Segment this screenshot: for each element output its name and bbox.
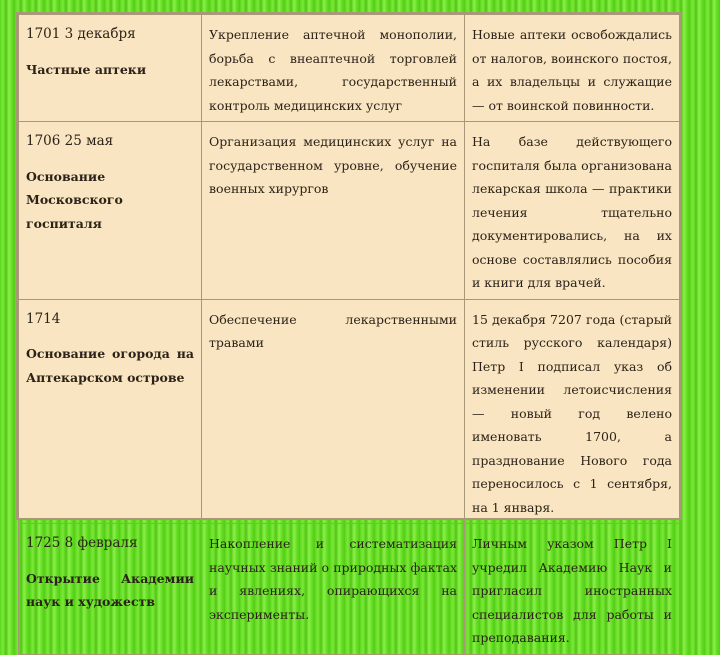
row-event: Открытие Академии наук и художеств [26, 570, 194, 609]
result-cell: Личным указом Петр I учредил Академию Наук и пригласил иностранных специалистов для работы и преподавания. [465, 524, 680, 655]
result-cell: На базе действующего госпиталя была организована лекарская школа — практики лечения тщательно документировались, на их основе составлялись пособия и книги для врачей. [465, 122, 680, 300]
purpose-cell: Обеспечение лекарственными травами [202, 299, 465, 524]
date-event-cell [19, 15, 202, 122]
result-cell: Новые аптеки освобождались от налогов, воинского постоя, а их владельцы и служащие — от воинской повинности. [465, 15, 680, 122]
row-date: 1714 [26, 310, 61, 327]
row-event: Основание огорода на Аптекарском острове [26, 346, 194, 385]
date-event-cell [19, 299, 202, 524]
date-event-cell [19, 122, 202, 300]
result-cell: 15 декабря 7207 года (старый стиль русского календаря) Петр I подписал указ об изменении летоисчисления — новый год велено именовать 1700, а празднование Нового года переносилось с 1 сентября, на 1 января. [465, 299, 680, 524]
table-row [19, 524, 680, 655]
row-event: Частные аптеки [26, 61, 147, 77]
row-date: 1706 25 мая [26, 133, 114, 149]
purpose-cell: Накопление и систематизация научных знаний о природных фактах и явлениях, опирающихся на эксперименты. [202, 524, 465, 655]
purpose-cell: Организация медицинских услуг на государственном уровне, обучение военных хирургов [202, 122, 465, 300]
table-row [19, 15, 680, 122]
row-date: 1725 8 февраля [26, 535, 138, 551]
purpose-cell: Укрепление аптечной монополии, борьба с внеаптечной торговлей лекарствами, государственный контроль медицинских услуг [202, 15, 465, 122]
table-row [19, 299, 680, 524]
table-row [19, 122, 680, 300]
row-event: Основание Московского госпиталя [26, 168, 123, 231]
date-event-cell [19, 524, 202, 655]
history-table-container [16, 12, 682, 645]
row-date: 1701 3 декабря [26, 26, 136, 42]
history-table [18, 14, 680, 655]
